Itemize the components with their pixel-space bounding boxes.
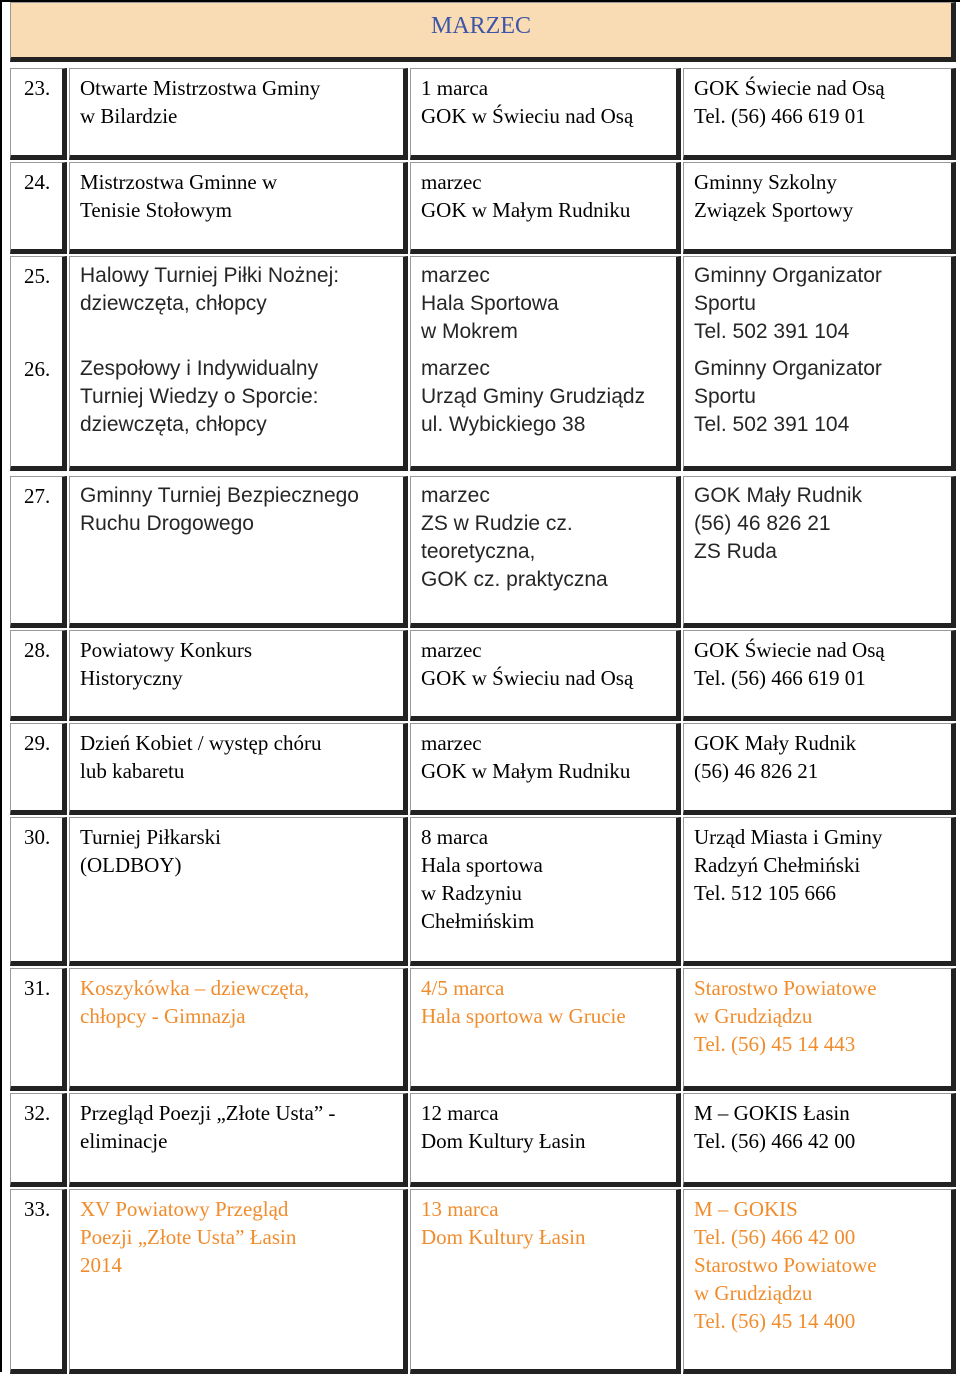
row-31-date: 4/5 marca Hala sportowa w Grucie [421, 976, 626, 1028]
row-31-event: Koszykówka – dziewczęta, chłopcy - Gimnazja [80, 976, 310, 1028]
row-25-organizer: Gminny Organizator Sportu Tel. 502 391 104 [694, 264, 882, 343]
month-header-cell [10, 2, 956, 62]
row-33-num: 33. [24, 1197, 51, 1221]
row-30-date: 8 marca Hala sportowa w Radzyniu Chełmińskim [421, 825, 543, 933]
row-26-date: marzec Urząd Gminy Grudziądz ul. Wybickiego 38 [421, 357, 646, 436]
row-29-event: Dzień Kobiet / występ chóru lub kabaretu [80, 731, 322, 783]
row-33-event: XV Powiatowy Przegląd Poezji „Złote Usta” Łasin 2014 [80, 1197, 297, 1277]
row-25-event: Halowy Turniej Piłki Nożnej: dziewczęta, chłopcy [80, 264, 340, 315]
row-23-date: 1 marca GOK w Świeciu nad Osą [421, 76, 634, 128]
row-30-organizer: Urząd Miasta i Gminy Radzyń Chełmiński Tel. 512 105 666 [694, 825, 883, 905]
row-28-date: marzec GOK w Świeciu nad Osą [421, 638, 634, 690]
row-23-event: Otwarte Mistrzostwa Gminy w Bilardzie [80, 76, 321, 128]
row-32-event: Przegląd Poezji „Złote Usta” - eliminacje [80, 1101, 336, 1153]
row-24-event: Mistrzostwa Gminne w Tenisie Stołowym [80, 170, 278, 222]
row-28-event: Powiatowy Konkurs Historyczny [80, 638, 253, 690]
row-32-date: 12 marca Dom Kultury Łasin [421, 1101, 586, 1153]
row-31-organizer: Starostwo Powiatowe w Grudziądzu Tel. (56) 45 14 443 [694, 976, 877, 1056]
row-33-date: 13 marca Dom Kultury Łasin [421, 1197, 586, 1249]
row-23-num: 23. [24, 76, 51, 100]
row-27-date: marzec ZS w Rudzie cz. teoretyczna, GOK cz. praktyczna [421, 484, 608, 591]
row-28-organizer: GOK Świecie nad Osą Tel. (56) 466 619 01 [694, 638, 885, 690]
row-27-organizer: GOK Mały Rudnik (56) 46 826 21 ZS Ruda [694, 484, 863, 563]
month-title: MARZEC [430, 13, 531, 39]
row-29-date: marzec GOK w Małym Rudniku [421, 731, 631, 783]
row-30-event: Turniej Piłkarski (OLDBOY) [80, 825, 221, 877]
row-25-num: 25. [24, 264, 51, 288]
row-29-num: 29. [24, 731, 51, 755]
row-33-organizer: M – GOKIS Tel. (56) 466 42 00 Starostwo Powiatowe w Grudziądzu Tel. (56) 45 14 400 [694, 1197, 877, 1333]
row-26-event: Zespołowy i Indywidualny Turniej Wiedzy o Sporcie: dziewczęta, chłopcy [80, 357, 319, 436]
row-32-organizer: M – GOKIS Łasin Tel. (56) 466 42 00 [694, 1101, 856, 1153]
row-31-num: 31. [24, 976, 51, 1000]
row-32-num: 32. [24, 1101, 51, 1125]
row-27-event: Gminny Turniej Bezpiecznego Ruchu Drogowego [80, 484, 359, 535]
row-25-date: marzec Hala Sportowa w Mokrem [421, 264, 559, 343]
row-23-organizer: GOK Świecie nad Osą Tel. (56) 466 619 01 [694, 76, 885, 128]
row-29-organizer: GOK Mały Rudnik (56) 46 826 21 [694, 731, 857, 783]
row-26-organizer: Gminny Organizator Sportu Tel. 502 391 104 [694, 357, 882, 436]
row-27-num: 27. [24, 484, 51, 508]
row-30-num: 30. [24, 825, 51, 849]
row-28-num: 28. [24, 638, 51, 662]
row-24-organizer: Gminny Szkolny Związek Sportowy [694, 170, 854, 222]
row-24-date: marzec GOK w Małym Rudniku [421, 170, 631, 222]
row-24-num: 24. [24, 170, 51, 194]
row-26-num: 26. [24, 357, 51, 381]
